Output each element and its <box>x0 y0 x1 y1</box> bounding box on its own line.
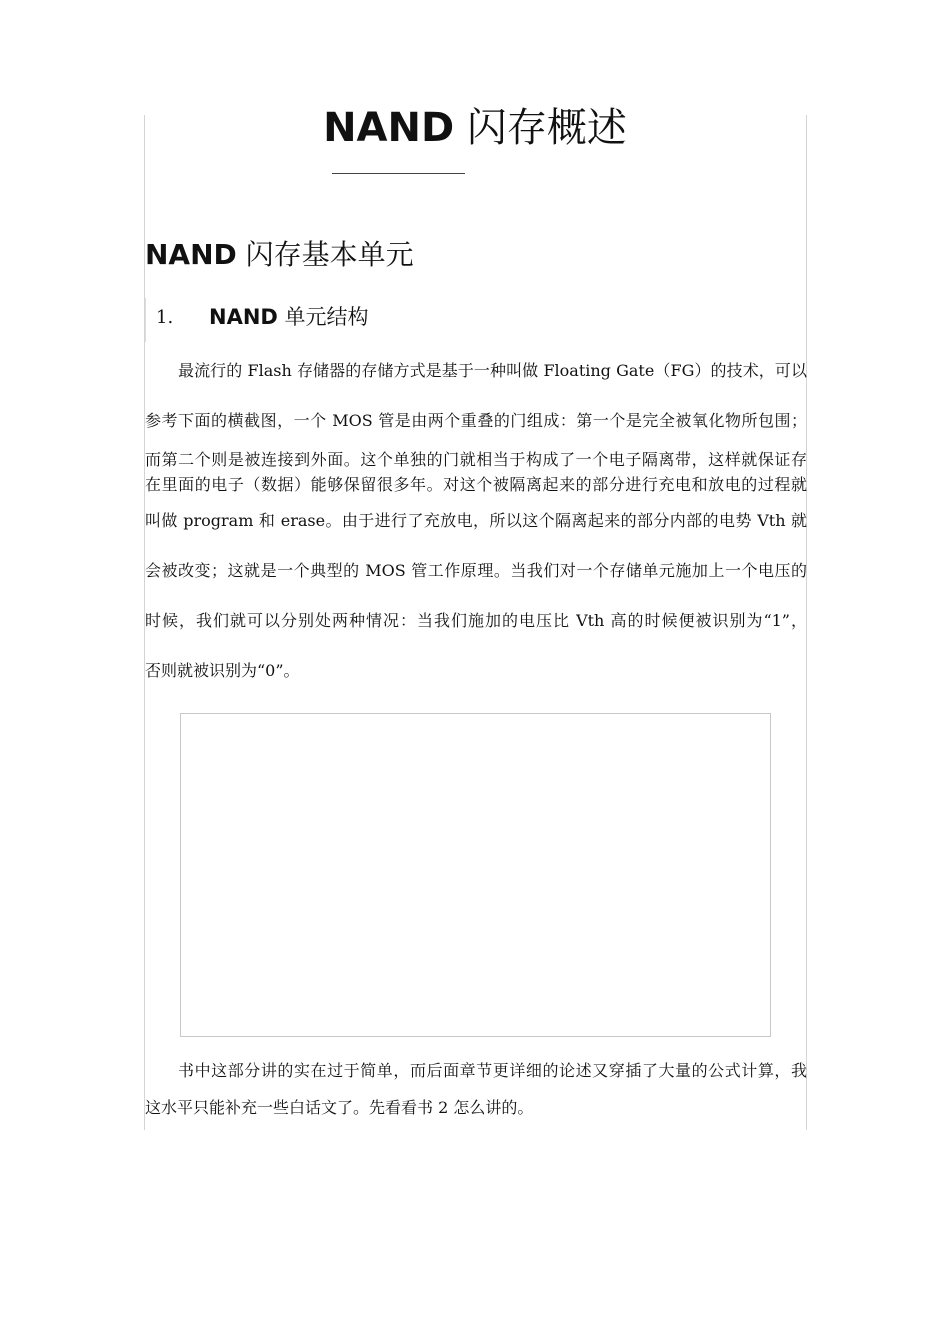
paragraph-line: 而第二个则是被连接到外面。这个单独的门就相当于构成了一个电子隔离带，这样就保证存 <box>145 450 807 469</box>
paragraph-line: 时候，我们就可以分别处两种情况：当我们施加的电压比 Vth 高的时候便被识别为“1”， <box>145 611 807 630</box>
section-heading <box>145 233 414 277</box>
section-heading-latin: NAND <box>145 238 237 271</box>
paragraph-line: 叫做 program 和 erase。由于进行了充放电，所以这个隔离起来的部分内部的电势 Vth 就 <box>145 511 807 530</box>
paragraph-line: 最流行的 Flash 存储器的存储方式是基于一种叫做 Floating Gate（FG）的技术，可以 <box>178 361 807 380</box>
paragraph-line: 这水平只能补充一些白话文了。先看看书 2 怎么讲的。 <box>145 1098 534 1117</box>
paragraph-line: 书中这部分讲的实在过于简单，而后面章节更详细的论述又穿插了大量的公式计算，我 <box>178 1061 807 1080</box>
title-underline <box>332 173 465 174</box>
subsection-title-latin: NAND <box>209 305 278 329</box>
section-heading-cjk: 闪存基本单元 <box>236 238 414 271</box>
title-latin: NAND <box>323 105 455 151</box>
figure-placeholder <box>180 713 771 1037</box>
subsection-heading <box>145 298 546 342</box>
subsection-title-cjk: 单元结构 <box>277 305 369 329</box>
title-cjk: 闪存概述 <box>454 105 627 151</box>
subsection-title <box>209 302 369 332</box>
subsection-number: 1. <box>156 307 174 328</box>
document-title <box>0 100 950 156</box>
paragraph-line: 会被改变；这就是一个典型的 MOS 管工作原理。当我们对一个存储单元施加上一个电压的 <box>145 561 807 580</box>
paragraph-line: 在里面的电子（数据）能够保留很多年。对这个被隔离起来的部分进行充电和放电的过程就 <box>145 475 807 494</box>
paragraph-line: 否则就被识别为“0”。 <box>145 661 300 680</box>
paragraph-line: 参考下面的横截图，一个 MOS 管是由两个重叠的门组成：第一个是完全被氧化物所包围； <box>145 411 807 430</box>
